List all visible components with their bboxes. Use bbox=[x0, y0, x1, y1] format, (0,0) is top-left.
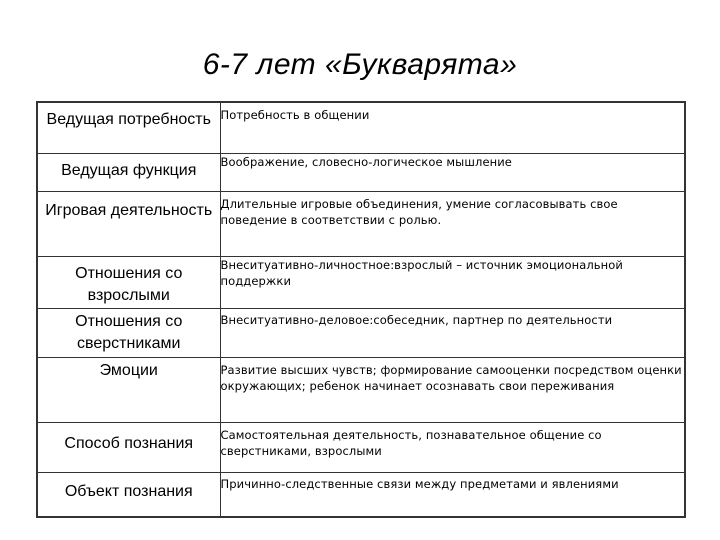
row-value-emotions: Развитие высших чувств; формирование самооценки посредством оценки окружающих; ребенок начинает осознавать свои переживания bbox=[220, 357, 685, 422]
row-label-emotions: Эмоции bbox=[37, 357, 220, 422]
characteristics-table bbox=[36, 101, 686, 518]
row-value-adult-relations: Внеситуативно-личностное:взрослый – источник эмоциональной поддержки bbox=[220, 256, 685, 308]
row-label-adult-relations: Отношения со взрослыми bbox=[37, 256, 220, 308]
table-row bbox=[37, 472, 685, 517]
table-row bbox=[37, 308, 685, 357]
row-label-play-activity: Игровая деятельность bbox=[37, 191, 220, 256]
row-value-play-activity: Длительные игровые объединения, умение согласовывать свое поведение в соответствии с ролью. bbox=[220, 191, 685, 256]
row-value-cognition-object: Причинно-следственные связи между предметами и явлениями bbox=[220, 472, 685, 517]
row-value-leading-function: Воображение, словесно-логическое мышление bbox=[220, 153, 685, 191]
row-label-leading-function: Ведущая функция bbox=[37, 153, 220, 191]
table-row bbox=[37, 422, 685, 472]
table-row bbox=[37, 153, 685, 191]
row-label-cognition-method: Способ познания bbox=[37, 422, 220, 472]
table-row bbox=[37, 102, 685, 153]
row-label-leading-need: Ведущая потребность bbox=[37, 102, 220, 153]
row-value-leading-need: Потребность в общении bbox=[220, 102, 685, 153]
table-row bbox=[37, 256, 685, 308]
row-label-peer-relations: Отношения со сверстниками bbox=[37, 308, 220, 357]
row-value-cognition-method: Самостоятельная деятельность, познавательное общение со сверстниками, взрослыми bbox=[220, 422, 685, 472]
slide-title: 6-7 лет «Букварята» bbox=[202, 48, 518, 81]
row-label-cognition-object: Объект познания bbox=[37, 472, 220, 517]
table-row bbox=[37, 191, 685, 256]
table-row bbox=[37, 357, 685, 422]
row-value-peer-relations: Внеситуативно-деловое:собеседник, партнер по деятельности bbox=[220, 308, 685, 357]
